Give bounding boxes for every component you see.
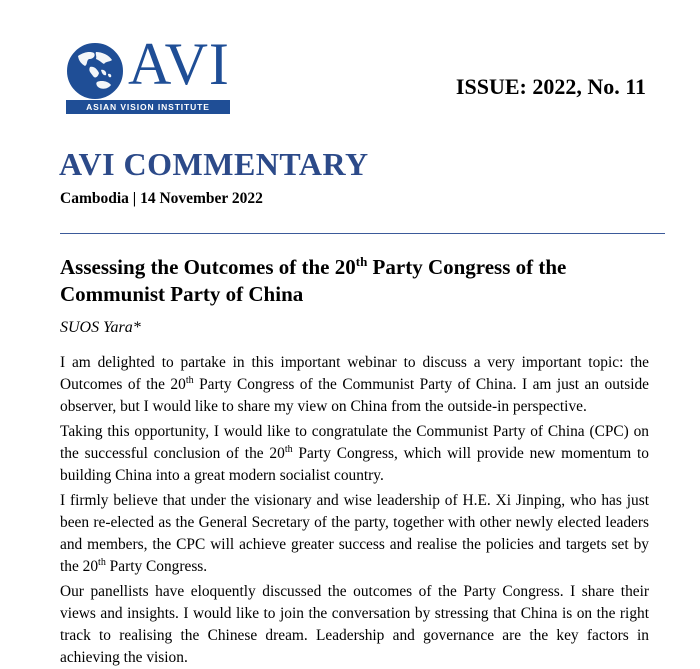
paragraph-text: Party Congress, which will provide new momentum to building China into a great modern socialist country. (60, 445, 649, 484)
avi-logo (66, 31, 236, 118)
ordinal-superscript: th (284, 444, 293, 455)
commentary-title: AVI COMMENTARY (59, 146, 369, 182)
paragraph (60, 490, 649, 578)
paragraph-text: Party Congress of the Communist Party of China. I am just an outside observer, but I would like to share my view on China from the outside-in perspective. (60, 376, 649, 415)
headline-text-1: Assessing the Outcomes of the 20 (60, 255, 356, 279)
paragraph (60, 421, 649, 487)
article-headline (60, 254, 660, 308)
paragraph (60, 581, 649, 669)
issue-number: ISSUE: 2022, No. 11 (455, 74, 646, 99)
logo-tagline: ASIAN VISION INSTITUTE (66, 100, 230, 114)
headline-superscript: th (355, 254, 368, 269)
paragraph-text: Taking this opportunity, I would like to congratulate the Communist Party of China (CPC) on the successful conclusion of the 20 (60, 423, 649, 462)
globe-icon (66, 42, 124, 100)
author-name: SUOS Yara* (60, 319, 141, 336)
paragraph (60, 352, 649, 418)
logo-wordmark: AVI (128, 31, 230, 97)
paragraph-text: I firmly believe that under the visionary and wise leadership of H.E. Xi Jinping, who has just been re-elected as the General Secretary of the party, together with other newly elected leaders and members, the CPC will achieve greater success and realise the policies and targets set by the 20 (60, 492, 649, 575)
paragraph-text: I am delighted to partake in this important webinar to discuss a very important topic: the Outcomes of the 20 (60, 354, 649, 393)
section-divider (60, 233, 665, 234)
headline-text-2: Party Congress of the Communist Party of China (60, 255, 567, 306)
paragraph-text: Party Congress. (105, 558, 208, 575)
ordinal-superscript: th (98, 557, 106, 568)
dateline: Cambodia | 14 November 2022 (60, 190, 263, 207)
ordinal-superscript: th (185, 375, 194, 386)
paragraph-text: Our panellists have eloquently discussed the outcomes of the Party Congress. I share their views and insights. I would like to join the conversation by stressing that China is on the right track to realising the Chinese dream. Leadership and governance are the key factors in achieving the vision. (60, 583, 649, 666)
